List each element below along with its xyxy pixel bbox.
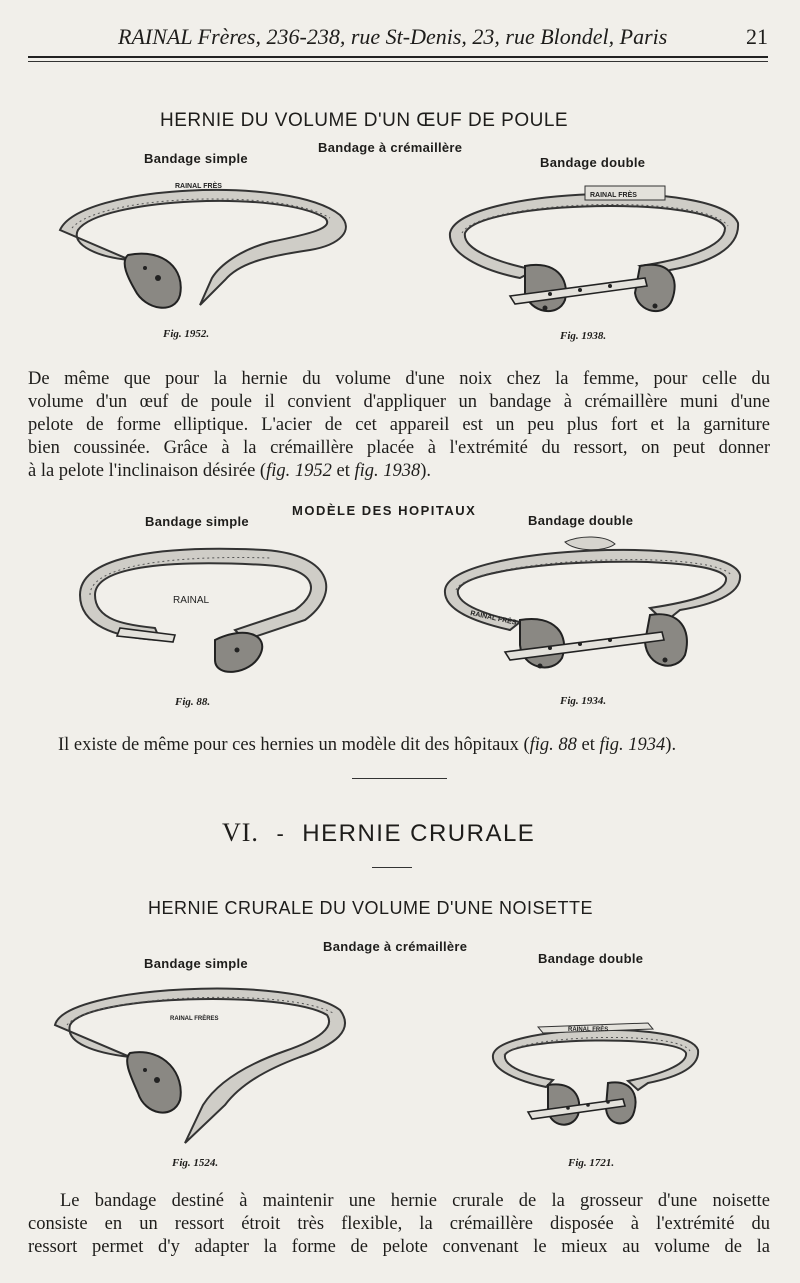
- section3-title-block: [222, 818, 535, 848]
- truss-illustration-fig-1721: [488, 1015, 703, 1140]
- section3-right-label: Bandage double: [538, 951, 644, 966]
- truss-illustration-fig-1952: [40, 170, 360, 320]
- fig1721-engraving: RAINAL FRÈS: [568, 1027, 609, 1033]
- fig1938-engraving: RAINAL FRÈS: [590, 192, 637, 199]
- section1-paragraph: [28, 368, 770, 483]
- section1-line-5-mid: et: [331, 461, 355, 481]
- running-header: [28, 18, 768, 58]
- section1-center-label: Bandage à crémaillère: [318, 140, 463, 155]
- section2-sentence-mid: et: [576, 735, 600, 755]
- section2-sentence-end: ).: [665, 735, 677, 755]
- section2-sentence-start: Il existe de même pour ces hernies un modèle dit des hôpitaux (: [58, 735, 530, 755]
- truss-illustration-fig-1938: [440, 178, 745, 328]
- fig1952-engraving: RAINAL FRÈS: [175, 183, 222, 190]
- section1-left-label: Bandage simple: [144, 151, 248, 166]
- header-rule-top: [28, 56, 768, 58]
- section2-right-label: Bandage double: [528, 513, 634, 528]
- section1-line-4: bien coussinée. Grâce à la crémaillère placée à l'extrémité du ressort, on peut donner: [28, 438, 770, 458]
- section3-subheading: HERNIE CRURALE DU VOLUME D'UNE NOISETTE: [148, 898, 593, 918]
- fig-ref-88: fig. 88: [529, 735, 577, 755]
- section1-right-label: Bandage double: [540, 155, 646, 170]
- section3-center-label: Bandage à crémaillère: [323, 939, 468, 954]
- fig-1938-caption: Fig. 1938.: [560, 330, 607, 342]
- section1-line-5: [28, 460, 770, 483]
- section1-line-3: pelote de forme elliptique. L'acier de cet appareil est un peu plus fort et la garniture: [28, 415, 770, 435]
- section-divider: [352, 778, 447, 779]
- section2-heading: MODÈLE DES HOPITAUX: [292, 503, 477, 518]
- section3-line-1: Le bandage destiné à maintenir une hernie crurale de la grosseur d'une noisette: [60, 1191, 770, 1211]
- truss-illustration-fig-1524: [45, 975, 355, 1150]
- section1-heading: HERNIE DU VOLUME D'UN ŒUF DE POULE: [160, 110, 569, 131]
- fig1524-engraving: RAINAL FRÈRES: [170, 1016, 219, 1022]
- fig-1524-caption: Fig. 1524.: [172, 1157, 219, 1169]
- fig-ref-1938: fig. 1938: [354, 461, 421, 481]
- section2-sentence: [58, 734, 770, 757]
- section3-line-3: ressort permet d'y adapter la forme de pelote convenant le mieux au volume de la: [28, 1237, 770, 1257]
- fig-ref-1934: fig. 1934: [599, 735, 666, 755]
- fig-ref-1952: fig. 1952: [266, 461, 332, 481]
- section3-dash: -: [276, 821, 285, 846]
- page-number: 21: [746, 24, 768, 49]
- fig1934-engraving: RAINAL FRÈS: [469, 610, 517, 627]
- fig-1952-caption: Fig. 1952.: [163, 328, 210, 340]
- section1-line-5-start: à la pelote l'inclinaison désirée (: [28, 461, 267, 481]
- section1-line-1: De même que pour la hernie du volume d'une noix chez la femme, pour celle du: [28, 369, 770, 389]
- section3-numeral: VI.: [222, 818, 259, 847]
- section1-line-2: volume d'un œuf de poule il convient d'appliquer un bandage à crémaillère muni d'une: [28, 392, 770, 412]
- section3-line-2: consiste en un ressort étroit très flexible, la crémaillère disposée à l'extrémité du: [28, 1214, 770, 1234]
- truss-illustration-fig-88: [65, 540, 345, 690]
- header-title: RAINAL Frères, 236-238, rue St-Denis, 23, rue Blondel, Paris: [118, 24, 668, 49]
- truss-illustration-fig-1934: [440, 530, 745, 680]
- section3-title-underline: [372, 867, 412, 868]
- fig-1934-caption: Fig. 1934.: [560, 695, 607, 707]
- section3-title: HERNIE CRURALE: [302, 820, 536, 847]
- section2-left-label: Bandage simple: [145, 514, 249, 529]
- fig88-engraving: RAINAL: [173, 595, 210, 606]
- section1-line-5-end: ).: [420, 461, 432, 481]
- fig-1721-caption: Fig. 1721.: [568, 1157, 615, 1169]
- section3-left-label: Bandage simple: [144, 956, 248, 971]
- header-rule-bottom: [28, 61, 768, 62]
- section3-paragraph: [28, 1190, 770, 1259]
- fig-88-caption: Fig. 88.: [175, 696, 211, 708]
